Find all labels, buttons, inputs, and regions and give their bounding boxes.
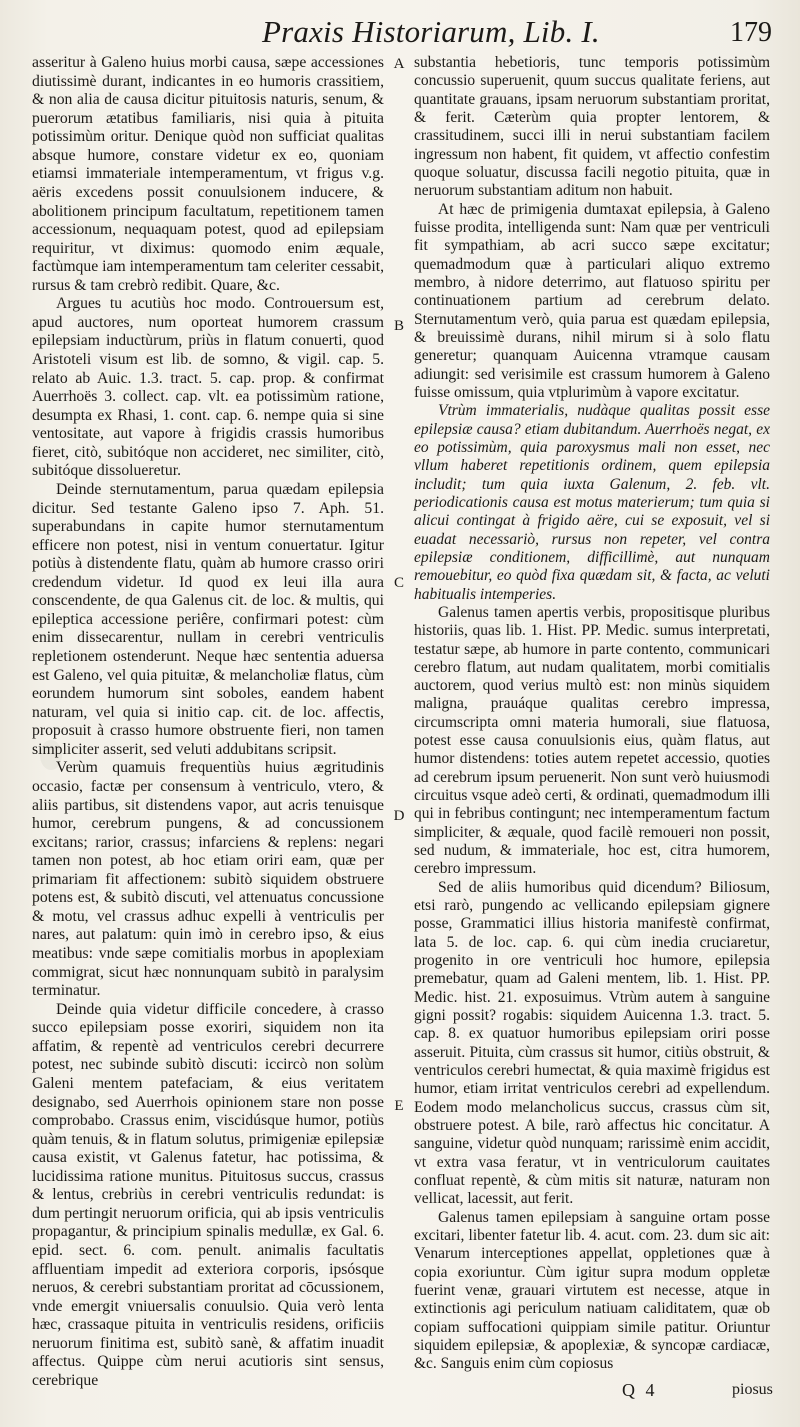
margin-marker-a: A	[393, 56, 405, 72]
page-footer	[0, 1378, 800, 1418]
right-paragraph-5: Sed de aliis humoribus quid dicendum? Biliosum, etsi rarò, pungendo ac vellicando epilepsiam gignere posse, Grammatici illius historia manifestè confirmat, lata 5. de loc. cap. 6. qui cùm inedia cruciaretur, progenito in ore ventriculi hoc humore, epilepsia premebatur, quam ad Galeni mentem, lib. 1. Hist. PP. Medic. hist. 21. exposuimus. Vtrùm autem à sanguine gigni possit? rogabis: siquidem Auicenna 1.3. tract. 5. cap. 8. ex quatuor humoribus epilepsiam oriri posse asseruit. Pituita, cùm crassus sit humor, citiùs obstruit, & ventriculos cerebri humectat, & quia maximè frigidus est humor, etiam irritat ventriculos cerebri ad expellendum. Eodem modo melancholicus succus, crassus cùm sit, obstruere potest. A bile, rarò affectus hic concitatur. A sanguine, videtur quòd nunquam; rarissimè enim accidit, vt extra vasa feratur, vt in ventriculorum cauitates confluat repentè, & cùm mitis sit naturæ, naturam non vellicat, lacessit, aut ferit.	[414, 878, 770, 1208]
left-column	[32, 54, 384, 1391]
margin-gutter	[391, 0, 407, 1427]
right-paragraph-1: substantia hebetioris, tunc temporis potissimùm concussio superuenit, quum succus qualitate feriens, aut quantitate grauans, ipsam neruorum substantiam proritat, & ferit. Cæterùm quia propter lentorem, & crassitudinem, succi illi in nerui substantiam facilem ingressum non habent, fit quidem, vt affectio confestim quoque soluatur, discussa facili negotio pituita, quæ in neruorum substantiam aditum non habuit.	[414, 54, 770, 200]
catchword: piosus	[732, 1381, 773, 1398]
left-paragraph-3: Deinde sternutamentum, parua quædam epilepsia dicitur. Sed testante Galeno ipso 7. Aph. 51. superabundans in capite humor sternutamentum efficere non potest, nisi in ventum conuertatur. Igitur potiùs à distendente flatu, quàm ab humore crasso oriri credendum videtur. Id quod ex leui illa aura conscendente, de qua Galenus cit. de loc. & multis, qui epileptica accessione periêre, confirmari potest: cùm enim dissecarentur, nullam in cerebri ventriculis repletionem ostenderunt. Neque hæc sententia aduersa est Galeno, vel quia pituitæ, & melancholiæ flatus, cùm eorundem humorum sint soboles, eandem habent naturam, vel quia si initio cap. cit. de loc. affectis, proposuit à crasso humore obstruente fieri, non tamen simpliciter asserit, sed veluti addubitans scripsit.	[32, 480, 384, 758]
right-paragraph-3: Vtrùm immaterialis, nudàque qualitas possit esse epilepsiæ causa? etiam dubitandum. Auerrhoës negat, ex eo potissimùm, quia paroxysmus mali non esset, nec vllum haberet repetitionis ordinem, quem epilepsia includit; tum quia iuxta Galenum, 2. feb. vlt. periodicationis causa est motus materierum; tum quia si alicui contingat à frigido aëre, cui se exposuit, vel si euadat necessariò, rursus non repeter, vel contra epilepsiæ conditionem, difficillimè, aut nunquam remouebitur, eo quòd fixa quædam sit, & facta, ac veluti habitualis intemperies.	[414, 402, 770, 603]
left-paragraph-2: Argues tu acutiùs hoc modo. Controuersum est, apud auctores, num oporteat humorem crassum epilepsiam inductùrum, priùs in flatum conuerti, quod Aristoteli visum est lib. de somno, & vigil. cap. 5. relato ab Auic. 1.3. tract. 5. cap. prop. & confirmat Auerrhoës 3. collect. cap. vlt. ea potissimùm ratione, desumpta ex Rhasi, 1. cont. cap. 6. nempe quia si sine ventositate, aut vapore à frigidis crassis humoribus fieret, citò, subitóque non accideret, nec similiter, citò, subitóque dissolueretur.	[32, 295, 384, 480]
margin-marker-b: B	[393, 318, 404, 334]
left-paragraph-4: Verùm quamuis frequentiùs huius ægritudinis occasio, factæ per consensum à ventriculo, vtero, & aliis partibus, sit distendens vapor, aut acris tenuisque humor, cerebrum pungens, & ad concussionem excitans; rarior, crassus; infarciens & replens: negari tamen non potest, ab hoc etiam oriri eam, quæ per primariam fit affectionem: subitò siquidem obstruere potens est, & subitò discuti, vel attenuatus concussione & motu, vel crassus adhuc expelli à ventriculis per nares, aut palatum: quin imò in cerebro ipso, & eius meatibus: vnde sæpe comitialis morbus in apoplexiam commigrat, sicut hæc nonnunquam subitò in paralysim terminatur.	[32, 759, 384, 1000]
right-paragraph-4: Galenus tamen apertis verbis, propositisque pluribus historiis, quas lib. 1. Hist. PP. Medic. sumus interpretati, testatur sæpe, ab humore in parte contento, communicari cerebro flatum, aut nudam qualitatem, morbi comitialis auctorem, quod verius multò est: non minùs siquidem maligna, prauáque qualitas cerebro impressa, circumscripta omni materia humorali, siue flatuosa, potest esse causa conuulsionis eius, quàm flatus, aut humor distendens: toties autem repetet accessio, quoties ad cerebrum ipsum peruenerit. Non sunt verò huiusmodi circuitus vsque adeò certi, & ordinati, quemadmodum illi qui in febribus contingunt; nec intemperamentum factum simpliciter, & æquale, quod facilè remoueri non possit, sed nudum, & immateriale, hoc est, citra humorem, cerebro impressum.	[414, 603, 770, 878]
left-paragraph-1: asseritur à Galeno huius morbi causa, sæpe accessiones diutissimè durant, indicantes in eo humoris crassitiem, & non alia de causa dicitur pituitosis naturis, senum, & puerorum ætatibus familiaris, nisi quia à pituita potissimùm oritur. Denique quòd non sufficiat qualitas absque humore, constare videtur ex eo, quoniam etiamsi immateriale intemperamentum, vt frigus v.g. aëris excedens possit conuulsionem inducere, & abolitionem principum facultatum, repetitionem tamen accessionum, nequaquam potest, quod ad epilepsiam requiritur, vt diximus: quomodo enim æquale, factùmque iam intemperamentum tam celeriter cessabit, rursus & tam crebrò redibit. Quare, &c.	[32, 54, 384, 294]
right-column	[414, 54, 770, 1374]
margin-marker-d: D	[393, 808, 405, 824]
running-title: Praxis Historiarum, Lib. I.	[262, 14, 600, 49]
margin-marker-e: E	[394, 1098, 404, 1114]
signature-mark: Q 4	[622, 1380, 658, 1400]
page-number: 179	[730, 17, 772, 48]
right-paragraph-6: Galenus tamen epilepsiam à sanguine ortam posse excitari, libenter fatetur lib. 4. acut. com. 23. dum sic ait: Venarum interceptiones appellat, oppletiones quæ à copia exoriuntur. Cùm igitur supra modum oppletæ fuerint venæ, grauari virtutem est necesse, atque in extinctionis agi periculum natiuam caliditatem, quæ ob copiam suffocationi quippiam simile patitur. Oriuntur siquidem epilepsiæ, & apoplexiæ, & syncopæ cardiacæ, &c. Sanguis enim cùm copiosus	[414, 1208, 770, 1373]
left-paragraph-5: Deinde quia videtur difficile concedere, à crasso succo epilepsiam posse exoriri, siquidem non ita affatim, & repentè ad ventriculos cerebri decurrere potest, nec subinde subitò discuti: iccircò non solùm Galeni mentem patefaciam, & eius veritatem designabo, sed Auerrhois opinionem stare non posse comprobabo. Crassus enim, viscidúsque humor, potiùs quàm tenuis, & in flatum solutus, primigeniæ epilepsiæ causa existit, vt Galenus fatetur, hac potissima, & lucidissima ratione munitus. Pituitosus succus, crassus & lentus, crebriùs in cerebri ventriculis redundat: is dum pertingit neruorum orificia, qui ab ipsis ventriculis propagantur, & principium spinalis medullæ, ex Gal. 6. epid. sect. 6. com. penult. animalis facultatis affluentiam impedit ad exteriora corporis, ipsósque neruos, & cerebri substantiam proritat ad cōcussionem, vnde emergit vniuersalis conuulsio. Quia verò lenta hæc, crassaque pituita in ventriculis residens, orificiis neruorum finitima est, subitò sanè, & affatim inuadit affectus. Quippe cùm nerui acutioris sint sensus, cerebrique	[32, 1000, 384, 1389]
margin-marker-c: C	[393, 575, 404, 591]
right-paragraph-2: At hæc de primigenia dumtaxat epilepsia, à Galeno fuisse prodita, intelligenda sunt: Nam quæ per ventriculi fit sympathiam, ab acri succo sæpe excitatur; quemadmodum quæ à particulari aliquo extremo membro, à nidore deterrimo, aut flatuoso spiritu per continuationem partium ad cerebrum delato. Sternutamentum verò, quia parua est quædam epilepsia, & breuissimè durans, nihil mirum si à solo flatu generetur; quanquam Auicenna vtramque causam adiungit: sed verisimile est crassum humorem à Galeno fuisse omissum, quia vtplurimùm à vapore excitatur.	[414, 200, 770, 401]
